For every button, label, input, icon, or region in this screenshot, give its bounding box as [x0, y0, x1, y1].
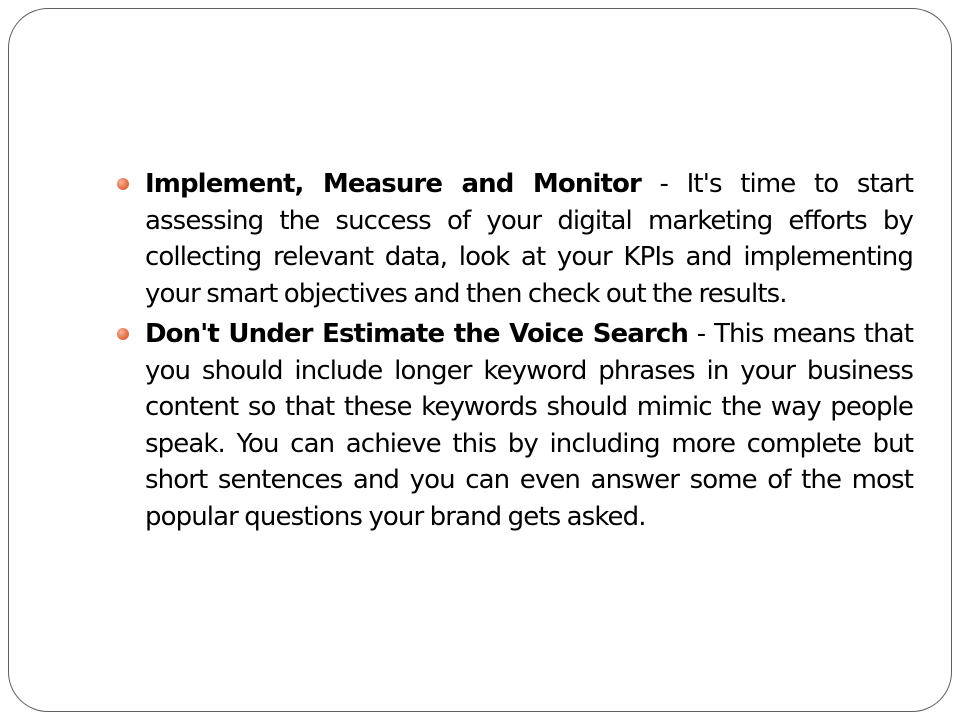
bullet-body: - It's time to start assessing the success of your digital marketing efforts by collecting relevant data, look at your KPIs and implementing your smart objectives and then check out the results. — [145, 169, 913, 309]
bullet-heading: Don't Under Estimate the Voice Search — [145, 319, 688, 349]
bullet-dot-icon — [117, 178, 129, 190]
bullet-item-voice-search — [113, 316, 913, 535]
bullet-list — [113, 166, 913, 539]
bullet-body: - This means that you should include longer keyword phrases in your business content so that these keywords should mimic the way people speak. You can achieve this by including more complete but short sentences and you can even answer some of the most popular questions your brand gets asked. — [145, 319, 914, 532]
bullet-heading: Implement, Measure and Monitor — [145, 169, 641, 199]
bullet-dot-icon — [117, 328, 129, 340]
bullet-item-implement — [113, 166, 913, 312]
slide-frame — [8, 8, 952, 712]
